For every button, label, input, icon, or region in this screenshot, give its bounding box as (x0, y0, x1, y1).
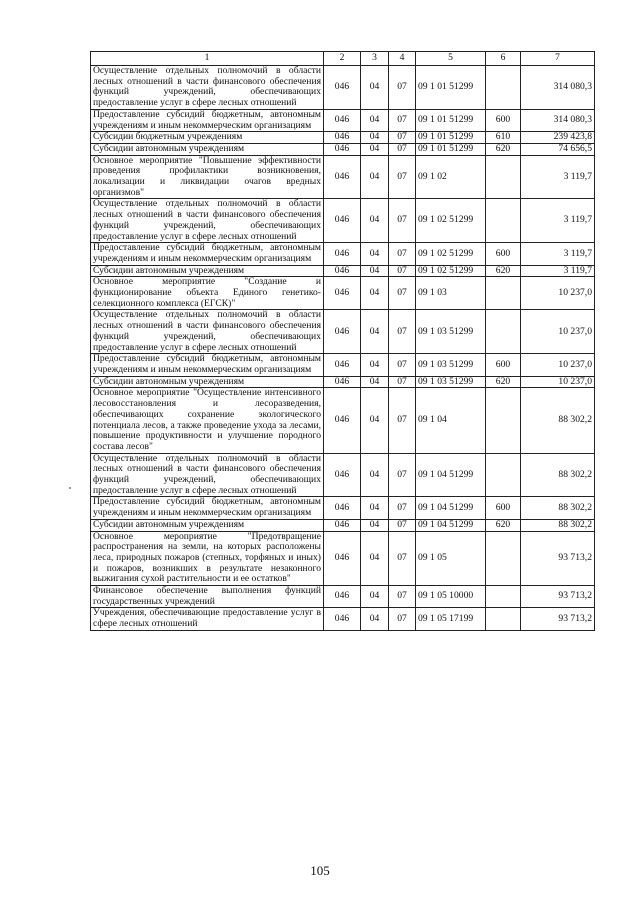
row-ministry-cell: 046 (324, 109, 361, 131)
row-amount-cell: 314 080,3 (521, 109, 595, 131)
row-target-code-cell: 09 1 03 51299 (416, 354, 486, 376)
row-amount-cell: 10 237,0 (521, 277, 595, 310)
table-row (91, 531, 595, 586)
row-section-cell: 04 (361, 497, 389, 519)
row-section-cell: 04 (361, 277, 389, 310)
table-row (91, 277, 595, 310)
row-ministry-cell: 046 (324, 376, 361, 388)
row-target-code-cell: 09 1 02 51299 (416, 265, 486, 277)
row-target-code-cell: 09 1 01 51299 (416, 109, 486, 131)
row-expense-type-cell: 620 (486, 519, 521, 531)
budget-table (90, 51, 595, 631)
row-ministry-cell: 046 (324, 388, 361, 453)
row-target-code-cell: 09 1 03 51299 (416, 376, 486, 388)
row-target-code-cell: 09 1 01 51299 (416, 66, 486, 110)
row-target-code-cell: 09 1 03 (416, 277, 486, 310)
row-ministry-cell: 046 (324, 310, 361, 354)
row-section-cell: 04 (361, 586, 389, 608)
row-expense-type-cell: 600 (486, 497, 521, 519)
row-section-cell: 04 (361, 531, 389, 586)
row-subsection-cell: 07 (389, 453, 416, 497)
table-row (91, 132, 595, 144)
table-row (91, 243, 595, 265)
row-expense-type-cell: 600 (486, 354, 521, 376)
header-row (91, 52, 595, 66)
row-expense-type-cell (486, 453, 521, 497)
row-amount-cell: 10 237,0 (521, 376, 595, 388)
header-col-5: 5 (416, 52, 486, 66)
row-subsection-cell: 07 (389, 265, 416, 277)
row-ministry-cell: 046 (324, 277, 361, 310)
row-ministry-cell: 046 (324, 265, 361, 277)
row-name-cell: Основное мероприятие "Создание и функционирование объекта Единого генетико-селекционного комплекса (ЕГСК)" (91, 277, 324, 310)
row-ministry-cell: 046 (324, 143, 361, 155)
row-expense-type-cell (486, 586, 521, 608)
row-ministry-cell: 046 (324, 497, 361, 519)
table-row (91, 453, 595, 497)
row-expense-type-cell: 620 (486, 265, 521, 277)
table-header (91, 52, 595, 66)
row-expense-type-cell (486, 155, 521, 199)
row-subsection-cell: 07 (389, 277, 416, 310)
header-col-6: 6 (486, 52, 521, 66)
table-row (91, 519, 595, 531)
row-section-cell: 04 (361, 66, 389, 110)
row-section-cell: 04 (361, 199, 389, 243)
row-amount-cell: 88 302,2 (521, 453, 595, 497)
row-amount-cell: 3 119,7 (521, 199, 595, 243)
row-amount-cell: 3 119,7 (521, 243, 595, 265)
row-target-code-cell: 09 1 01 51299 (416, 143, 486, 155)
row-subsection-cell: 07 (389, 155, 416, 199)
row-target-code-cell: 09 1 05 (416, 531, 486, 586)
row-expense-type-cell (486, 608, 521, 630)
row-amount-cell: 88 302,2 (521, 497, 595, 519)
table-row (91, 497, 595, 519)
table-row (91, 66, 595, 110)
table-row (91, 608, 595, 630)
row-amount-cell: 3 119,7 (521, 265, 595, 277)
row-ministry-cell: 046 (324, 453, 361, 497)
row-subsection-cell: 07 (389, 608, 416, 630)
row-ministry-cell: 046 (324, 243, 361, 265)
row-name-cell: Осуществление отдельных полномочий в области лесных отношений в части финансового обеспечения функций учреждений, обеспечивающих предоставление услуг в сфере лесных отношений (91, 66, 324, 110)
row-ministry-cell: 046 (324, 354, 361, 376)
row-name-cell: Предоставление субсидий бюджетным, автономным учреждениям и иным некоммерческим организациям (91, 497, 324, 519)
row-amount-cell: 314 080,3 (521, 66, 595, 110)
row-amount-cell: 239 423,8 (521, 132, 595, 144)
row-target-code-cell: 09 1 04 51299 (416, 519, 486, 531)
table-row (91, 388, 595, 453)
row-expense-type-cell: 620 (486, 143, 521, 155)
row-section-cell: 04 (361, 519, 389, 531)
row-expense-type-cell: 600 (486, 243, 521, 265)
row-target-code-cell: 09 1 04 (416, 388, 486, 453)
row-amount-cell: 74 656,5 (521, 143, 595, 155)
row-ministry-cell: 046 (324, 586, 361, 608)
row-section-cell: 04 (361, 354, 389, 376)
row-expense-type-cell (486, 388, 521, 453)
row-target-code-cell: 09 1 04 51299 (416, 453, 486, 497)
table-row (91, 376, 595, 388)
row-amount-cell: 93 713,2 (521, 531, 595, 586)
row-name-cell: Финансовое обеспечение выполнения функций государственных учреждений (91, 586, 324, 608)
row-expense-type-cell (486, 66, 521, 110)
row-amount-cell: 93 713,2 (521, 586, 595, 608)
row-ministry-cell: 046 (324, 531, 361, 586)
header-col-4: 4 (389, 52, 416, 66)
row-subsection-cell: 07 (389, 109, 416, 131)
row-expense-type-cell (486, 310, 521, 354)
row-ministry-cell: 046 (324, 519, 361, 531)
page-number: 105 (310, 863, 330, 878)
row-amount-cell: 10 237,0 (521, 310, 595, 354)
table-row (91, 354, 595, 376)
row-name-cell: Предоставление субсидий бюджетным, автономным учреждениям и иным некоммерческим организациям (91, 109, 324, 131)
row-amount-cell: 88 302,2 (521, 388, 595, 453)
row-expense-type-cell (486, 199, 521, 243)
table-row (91, 143, 595, 155)
header-col-2: 2 (324, 52, 361, 66)
row-section-cell: 04 (361, 132, 389, 144)
row-subsection-cell: 07 (389, 310, 416, 354)
row-section-cell: 04 (361, 453, 389, 497)
row-target-code-cell: 09 1 03 51299 (416, 310, 486, 354)
row-name-cell: Субсидии автономным учреждениям (91, 376, 324, 388)
row-subsection-cell: 07 (389, 376, 416, 388)
row-name-cell: Предоставление субсидий бюджетным, автономным учреждениям и иным некоммерческим организациям (91, 243, 324, 265)
row-section-cell: 04 (361, 388, 389, 453)
row-subsection-cell: 07 (389, 199, 416, 243)
scan-speck (69, 487, 71, 489)
row-subsection-cell: 07 (389, 586, 416, 608)
header-col-1: 1 (91, 52, 324, 66)
row-target-code-cell: 09 1 04 51299 (416, 497, 486, 519)
row-target-code-cell: 09 1 02 51299 (416, 243, 486, 265)
row-subsection-cell: 07 (389, 388, 416, 453)
row-section-cell: 04 (361, 376, 389, 388)
table-row (91, 109, 595, 131)
row-ministry-cell: 046 (324, 199, 361, 243)
row-section-cell: 04 (361, 143, 389, 155)
row-section-cell: 04 (361, 155, 389, 199)
row-ministry-cell: 046 (324, 608, 361, 630)
row-name-cell: Субсидии бюджетным учреждениям (91, 132, 324, 144)
row-expense-type-cell (486, 531, 521, 586)
row-expense-type-cell: 620 (486, 376, 521, 388)
row-name-cell: Осуществление отдельных полномочий в области лесных отношений в части финансового обеспечения функций учреждений, обеспечивающих предоставление услуг в сфере лесных отношений (91, 453, 324, 497)
row-expense-type-cell: 600 (486, 109, 521, 131)
row-name-cell: Учреждения, обеспечивающие предоставление услуг в сфере лесных отношений (91, 608, 324, 630)
row-subsection-cell: 07 (389, 132, 416, 144)
row-section-cell: 04 (361, 265, 389, 277)
row-subsection-cell: 07 (389, 243, 416, 265)
row-target-code-cell: 09 1 01 51299 (416, 132, 486, 144)
row-section-cell: 04 (361, 608, 389, 630)
row-subsection-cell: 07 (389, 143, 416, 155)
row-amount-cell: 93 713,2 (521, 608, 595, 630)
row-name-cell: Субсидии автономным учреждениям (91, 143, 324, 155)
header-col-3: 3 (361, 52, 389, 66)
row-target-code-cell: 09 1 05 10000 (416, 586, 486, 608)
row-name-cell: Основное мероприятие "Предотвращение распространения на земли, на которых расположены леса, природных пожаров (степных, торфяных и иных) и пожаров, возникших в результате незаконного выжигания сухой растительности и ее остатков" (91, 531, 324, 586)
table-row (91, 310, 595, 354)
row-expense-type-cell: 610 (486, 132, 521, 144)
table-body (91, 66, 595, 631)
row-name-cell: Осуществление отдельных полномочий в области лесных отношений в части финансового обеспечения функций учреждений, обеспечивающих предоставление услуг в сфере лесных отношений (91, 199, 324, 243)
row-amount-cell: 10 237,0 (521, 354, 595, 376)
table-row (91, 155, 595, 199)
row-section-cell: 04 (361, 243, 389, 265)
row-amount-cell: 88 302,2 (521, 519, 595, 531)
row-subsection-cell: 07 (389, 497, 416, 519)
row-expense-type-cell (486, 277, 521, 310)
table-row (91, 265, 595, 277)
row-ministry-cell: 046 (324, 155, 361, 199)
row-amount-cell: 3 119,7 (521, 155, 595, 199)
row-subsection-cell: 07 (389, 531, 416, 586)
table-row (91, 586, 595, 608)
row-ministry-cell: 046 (324, 132, 361, 144)
row-target-code-cell: 09 1 05 17199 (416, 608, 486, 630)
table-row (91, 199, 595, 243)
row-name-cell: Предоставление субсидий бюджетным, автономным учреждениям и иным некоммерческим организациям (91, 354, 324, 376)
row-subsection-cell: 07 (389, 354, 416, 376)
row-name-cell: Основное мероприятие "Повышение эффективности проведения профилактики возникновения, локализации и ликвидации очагов вредных организмов" (91, 155, 324, 199)
row-target-code-cell: 09 1 02 (416, 155, 486, 199)
row-subsection-cell: 07 (389, 519, 416, 531)
row-name-cell: Осуществление отдельных полномочий в области лесных отношений в части финансового обеспечения функций учреждений, обеспечивающих предоставление услуг в сфере лесных отношений (91, 310, 324, 354)
row-name-cell: Основное мероприятие "Осуществление интенсивного лесовосстановления и лесоразведения, обеспечивающих сохранение экологического потенциала лесов, а также проведение ухода за лесами, повышение продуктивности и улучшение породного состава лесов" (91, 388, 324, 453)
row-section-cell: 04 (361, 310, 389, 354)
row-section-cell: 04 (361, 109, 389, 131)
row-ministry-cell: 046 (324, 66, 361, 110)
row-target-code-cell: 09 1 02 51299 (416, 199, 486, 243)
row-name-cell: Субсидии автономным учреждениям (91, 265, 324, 277)
header-col-7: 7 (521, 52, 595, 66)
row-subsection-cell: 07 (389, 66, 416, 110)
row-name-cell: Субсидии автономным учреждениям (91, 519, 324, 531)
